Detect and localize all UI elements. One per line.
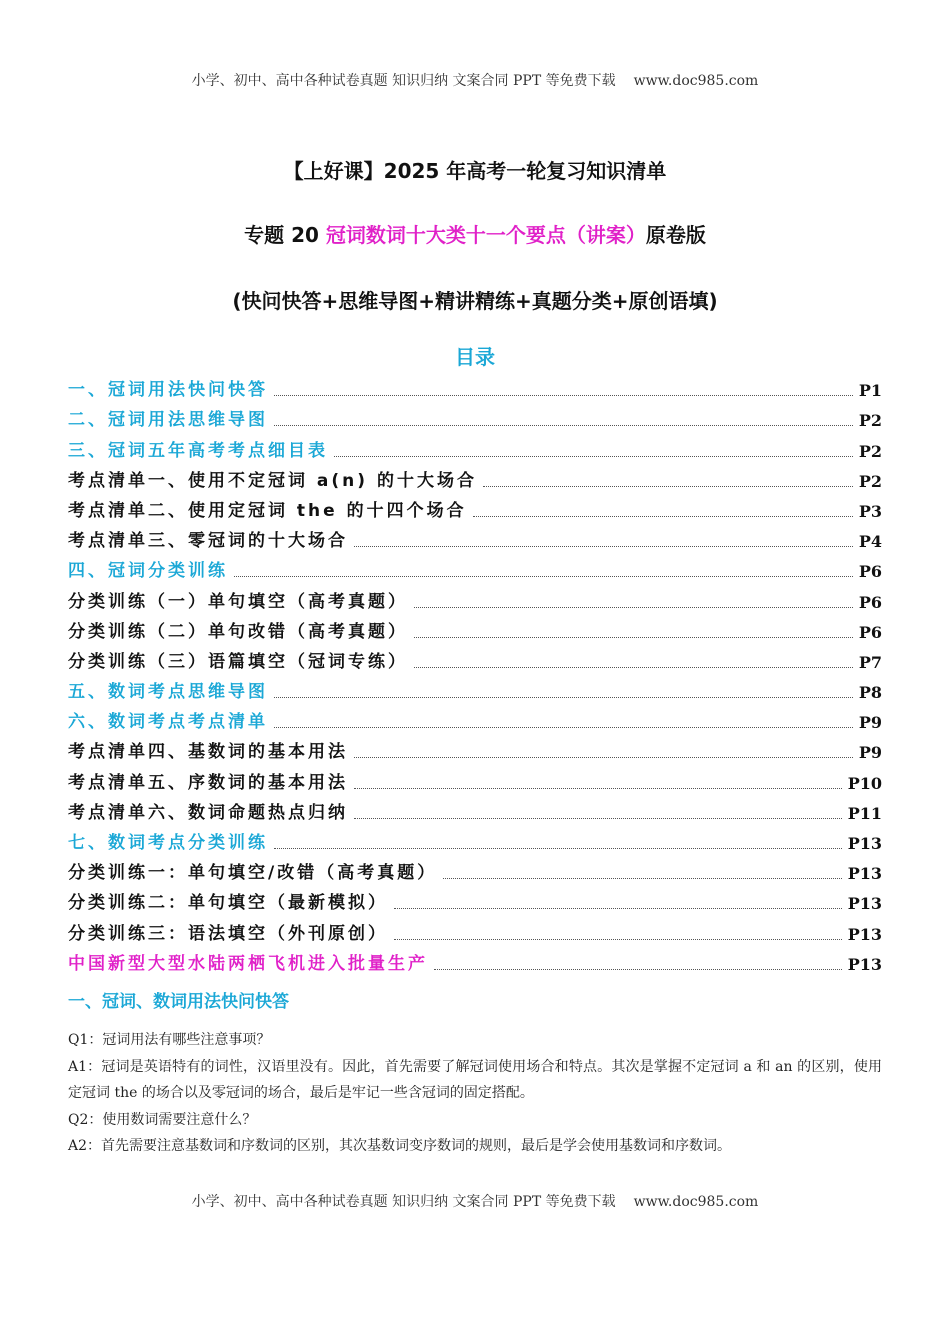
toc-entry-label: 考点清单五、序数词的基本用法 xyxy=(68,772,348,793)
toc-entry[interactable] xyxy=(68,702,882,732)
toc-leader-dots xyxy=(274,726,853,728)
toc-entry[interactable] xyxy=(68,853,882,883)
footer-url: www.doc985.com xyxy=(633,1194,759,1210)
toc-entry-page: P6 xyxy=(858,592,882,612)
toc-entry[interactable] xyxy=(68,883,882,913)
toc-entry[interactable] xyxy=(68,400,882,430)
toc-entry-label: 四、冠词分类训练 xyxy=(68,561,228,582)
toc-entry-label: 考点清单三、零冠词的十大场合 xyxy=(68,531,348,552)
toc-entry[interactable] xyxy=(68,461,882,491)
toc-entry-page: P2 xyxy=(858,441,882,461)
toc-entry-page: P13 xyxy=(847,834,882,853)
toc-entry-page: P10 xyxy=(847,773,882,793)
toc-entry[interactable] xyxy=(68,430,882,460)
toc-leader-dots xyxy=(483,485,853,487)
toc-entry-page: P2 xyxy=(858,471,882,491)
page-header xyxy=(0,70,950,90)
toc-leader-dots xyxy=(234,575,853,577)
document-subtitle xyxy=(0,219,950,248)
toc-entry-page: P1 xyxy=(858,381,882,401)
toc-entry-label: 考点清单二、使用定冠词 the 的十四个场合 xyxy=(68,500,467,521)
qa-section xyxy=(68,1027,882,1160)
answer-2: A2：首先需要注意基数词和序数词的区别，其次基数词变序数词的规则，最后是学会使用基数词和序数词。 xyxy=(68,1138,732,1154)
toc-entry-label: 考点清单六、数词命题热点归纳 xyxy=(68,802,348,823)
header-text: 小学、初中、高中各种试卷真题 知识归纳 文案合同 PPT 等免费下载 xyxy=(191,73,616,89)
toc-entry[interactable] xyxy=(68,672,882,702)
toc-entry[interactable] xyxy=(68,491,882,521)
subtitle-highlight: 冠词数词十大类十一个要点（讲案） xyxy=(325,223,646,247)
toc-entry-label: 七、数词考点分类训练 xyxy=(68,833,268,853)
toc-entry[interactable] xyxy=(68,823,882,853)
toc-entry-label: 分类训练（二）单句改错（高考真题） xyxy=(68,621,408,642)
toc-entry-label: 五、数词考点思维导图 xyxy=(68,682,268,703)
toc-entry-page: P9 xyxy=(858,743,882,763)
toc-entry-page: P4 xyxy=(858,532,882,552)
toc-entry-page: P13 xyxy=(847,864,882,884)
toc-leader-dots xyxy=(274,696,853,698)
subtitle-prefix: 专题 20 xyxy=(244,223,326,247)
toc-leader-dots xyxy=(414,636,853,638)
toc-entry[interactable] xyxy=(68,913,882,943)
toc-entry[interactable] xyxy=(68,732,882,762)
toc-leader-dots xyxy=(334,455,853,457)
subtitle-suffix: 原卷版 xyxy=(645,223,706,247)
question-1: Q1：冠词用法有哪些注意事项？ xyxy=(68,1032,271,1048)
toc-heading: 目录 xyxy=(455,345,495,369)
toc-entry[interactable] xyxy=(68,581,882,611)
document-title: 【上好课】2025 年高考一轮复习知识清单 xyxy=(283,159,667,183)
toc-entry-label: 三、冠词五年高考考点细目表 xyxy=(68,440,328,461)
toc-leader-dots xyxy=(434,968,842,970)
toc-leader-dots xyxy=(394,938,842,940)
toc-entry-label: 二、冠词用法思维导图 xyxy=(68,410,268,431)
toc-entry-page: P8 xyxy=(858,683,882,703)
toc-entry[interactable] xyxy=(68,370,882,400)
toc-leader-dots xyxy=(274,424,853,426)
toc-entry-page: P13 xyxy=(847,924,882,944)
toc-leader-dots xyxy=(354,817,842,819)
toc-entry-page: P11 xyxy=(847,803,882,823)
toc-leader-dots xyxy=(414,606,853,608)
header-url: www.doc985.com xyxy=(633,73,759,89)
toc-leader-dots xyxy=(274,394,853,396)
toc-entry-page: P6 xyxy=(858,562,882,582)
toc-entry-page: P13 xyxy=(847,894,882,914)
toc-leader-dots xyxy=(354,756,853,758)
answer-1: A1：冠词是英语特有的词性，汉语里没有。因此，首先需要了解冠词使用场合和特点。其次是掌握不定冠词 a 和 an 的区别，使用定冠词 the 的场合以及零冠词的场合，最后是牢记一些含冠词的固定搭配。 xyxy=(68,1058,882,1101)
toc-entry-label: 分类训练（一）单句填空（高考真题） xyxy=(68,591,408,612)
toc-leader-dots xyxy=(354,787,842,789)
toc-entry-label: 一、冠词用法快问快答 xyxy=(68,380,268,401)
toc-entry[interactable] xyxy=(68,612,882,642)
toc-entry-label: 分类训练（三）语篇填空（冠词专练） xyxy=(68,651,408,672)
document-tagline: (快问快答+思维导图+精讲精练+真题分类+原创语填) xyxy=(232,289,718,313)
toc-entry[interactable] xyxy=(68,551,882,581)
toc-entry-page: P7 xyxy=(858,652,882,672)
toc-entry-page: P6 xyxy=(858,622,882,642)
section-heading: 一、冠词、数词用法快问快答 xyxy=(68,992,289,1012)
toc-entry-label: 考点清单一、使用不定冠词 a(n) 的十大场合 xyxy=(68,470,477,491)
toc-leader-dots xyxy=(354,545,853,547)
toc-entry-label: 分类训练三：语法填空（外刊原创） xyxy=(68,923,388,944)
toc-entry-label: 中国新型大型水陆两栖飞机进入批量生产 xyxy=(68,953,428,974)
toc-entry[interactable] xyxy=(68,642,882,672)
toc-entry-label: 六、数词考点考点清单 xyxy=(68,712,268,733)
table-of-contents xyxy=(68,370,882,974)
toc-leader-dots xyxy=(414,666,853,668)
toc-entry-label: 考点清单四、基数词的基本用法 xyxy=(68,742,348,763)
question-2: Q2：使用数词需要注意什么？ xyxy=(68,1111,257,1128)
toc-entry-page: P3 xyxy=(858,501,882,521)
toc-entry-label: 分类训练二：单句填空（最新模拟） xyxy=(68,893,388,914)
toc-entry[interactable] xyxy=(68,944,882,974)
toc-leader-dots xyxy=(274,847,842,849)
toc-entry[interactable] xyxy=(68,521,882,551)
toc-entry-page: P9 xyxy=(858,713,882,733)
page-footer xyxy=(0,1191,950,1211)
toc-entry[interactable] xyxy=(68,793,882,823)
footer-text: 小学、初中、高中各种试卷真题 知识归纳 文案合同 PPT 等免费下载 xyxy=(191,1194,616,1210)
toc-leader-dots xyxy=(394,907,842,909)
toc-entry-page: P2 xyxy=(858,411,882,431)
toc-entry[interactable] xyxy=(68,762,882,792)
toc-leader-dots xyxy=(473,515,853,517)
toc-entry-page: P13 xyxy=(847,954,882,974)
toc-leader-dots xyxy=(443,877,841,879)
toc-entry-label: 分类训练一：单句填空/改错（高考真题） xyxy=(68,863,438,884)
